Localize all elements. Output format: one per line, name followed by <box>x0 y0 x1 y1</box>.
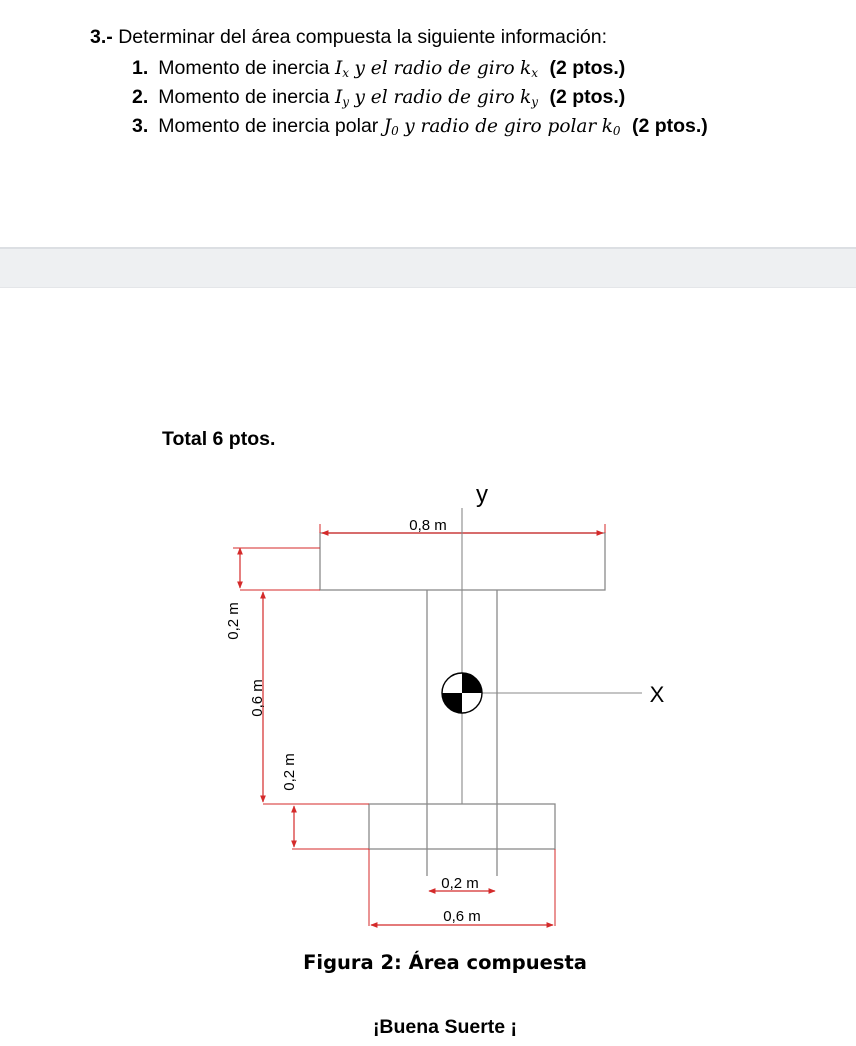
item-points: (2 ptos.) <box>549 86 626 108</box>
item-symbol-2: $k_0$ <box>601 116 621 138</box>
item-number: 3. <box>132 115 149 137</box>
dimension-lines <box>240 533 603 925</box>
item-points: (2 ptos.) <box>549 57 626 79</box>
question-title <box>90 24 810 50</box>
question-prompt: Determinar del área compuesta la siguiente información: <box>118 26 608 48</box>
axes <box>462 508 642 804</box>
item-connector: y radio de giro polar <box>404 116 597 137</box>
page-separator <box>0 247 856 288</box>
dim-label-bottom-flange-height: 0,2 m <box>281 753 298 791</box>
bottom-flange <box>369 804 555 849</box>
item-symbol: $I_x$ <box>334 58 350 80</box>
dim-label-bottom-width: 0,6 m <box>443 908 481 925</box>
item-symbol-2: $k_x$ <box>520 58 539 80</box>
list-item <box>132 54 852 83</box>
dim-label-top-width: 0,8 m <box>409 517 447 534</box>
item-text: Momento de inercia <box>158 57 330 79</box>
question-number: 3.- <box>90 26 113 48</box>
total-points: Total 6 ptos. <box>162 428 276 450</box>
item-text: Momento de inercia polar <box>158 115 379 137</box>
item-number: 1. <box>132 57 149 79</box>
item-number: 2. <box>132 86 149 108</box>
list-item <box>132 83 852 112</box>
item-connector: y el radio de giro <box>354 87 515 108</box>
item-symbol: $I_y$ <box>334 87 350 109</box>
extension-lines <box>233 524 605 926</box>
item-connector: y el radio de giro <box>354 58 515 79</box>
dim-label-web-width: 0,2 m <box>441 875 479 892</box>
dim-label-top-flange-height: 0,2 m <box>225 602 242 640</box>
item-symbol: $J_0$ <box>383 116 399 138</box>
x-axis-label: X <box>649 682 665 707</box>
question-list <box>132 54 852 141</box>
item-points: (2 ptos.) <box>631 115 708 137</box>
item-text: Momento de inercia <box>158 86 330 108</box>
y-axis-label: y <box>476 481 488 508</box>
composite-area-figure <box>0 470 856 940</box>
figure-caption: Figura 2: Área compuesta <box>303 951 587 974</box>
item-symbol-2: $k_y$ <box>520 87 539 109</box>
centroid-icon <box>442 673 482 713</box>
dim-label-web-height: 0,6 m <box>249 679 266 717</box>
list-item <box>132 112 852 141</box>
closing-message: ¡Buena Suerte ¡ <box>372 1016 518 1038</box>
